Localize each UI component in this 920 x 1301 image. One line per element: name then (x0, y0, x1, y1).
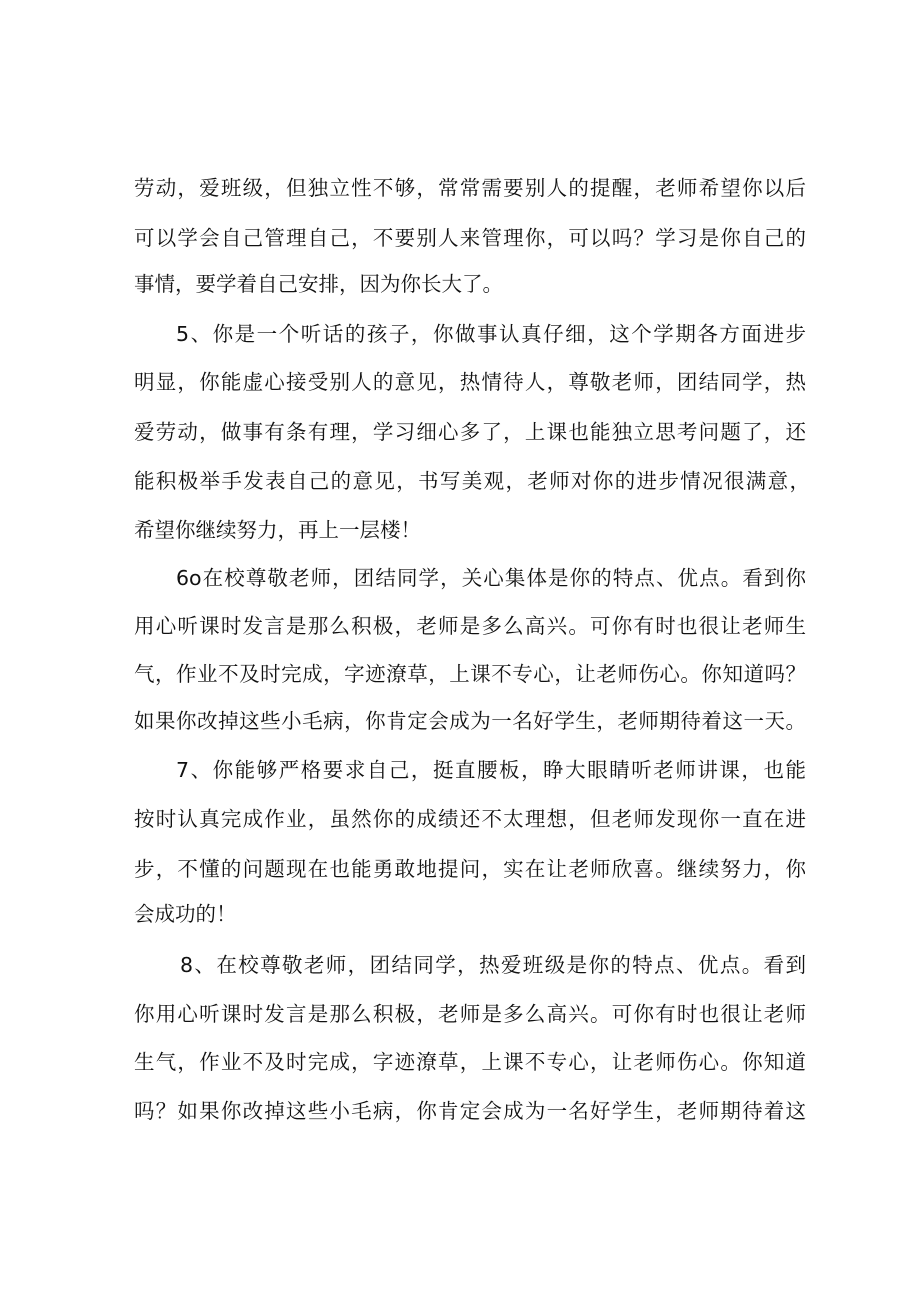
text-line: 生气，作业不及时完成，字迹潦草，上课不专心，让老师伤心。你知道 (134, 1050, 806, 1074)
text-line: 能积极举手发表自己的意见，书写美观，老师对你的进步情况很满意， (134, 469, 810, 493)
text-line: 气，作业不及时完成，字迹潦草，上课不专心，让老师伤心。你知道吗？ (134, 662, 806, 686)
text-line: 可以学会自己管理自己，不要别人来管理你，可以吗？学习是你自己的 (134, 226, 806, 250)
text-line: 事情，要学着自己安排，因为你长大了。 (134, 272, 503, 296)
text-line: 明显，你能虚心接受别人的意见，热情待人，尊敬老师，团结同学，热 (134, 370, 806, 394)
text-line: 8、在校尊敬老师，团结同学，热爱班级是你的特点、优点。看到 (180, 953, 806, 977)
text-line: 你用心听课时发言是那么积极，老师是多么高兴。可你有时也很让老师 (134, 1002, 806, 1026)
text-line: 吗？如果你改掉这些小毛病，你肯定会成为一名好学生，老师期待着这 (134, 1099, 806, 1123)
text-line: 5、你是一个听话的孩子，你做事认真仔细，这个学期各方面进步 (176, 322, 806, 346)
text-line: 7、你能够严格要求自己，挺直腰板，睁大眼睛听老师讲课，也能 (176, 758, 806, 782)
text-line: 如果你改掉这些小毛病，你肯定会成为一名好学生，老师期待着这一天。 (134, 709, 806, 733)
text-line: 6o在校尊敬老师，团结同学，关心集体是你的特点、优点。看到你 (176, 566, 806, 590)
text-line: 步，不懂的问题现在也能勇敢地提问，实在让老师欣喜。继续努力，你 (134, 857, 806, 881)
text-line: 希望你继续努力，再上一层楼！ (134, 518, 421, 542)
text-line: 按时认真完成作业，虽然你的成绩还不太理想，但老师发现你一直在进 (134, 807, 806, 831)
text-line: 会成功的！ (134, 902, 237, 926)
text-line: 用心听课时发言是那么积极，老师是多么高兴。可你有时也很让老师生 (134, 614, 806, 638)
text-line: 劳动，爱班级，但独立性不够，常常需要别人的提醒，老师希望你以后 (134, 176, 806, 200)
text-line: 爱劳动，做事有条有理，学习细心多了，上课也能独立思考问题了，还 (134, 420, 806, 444)
